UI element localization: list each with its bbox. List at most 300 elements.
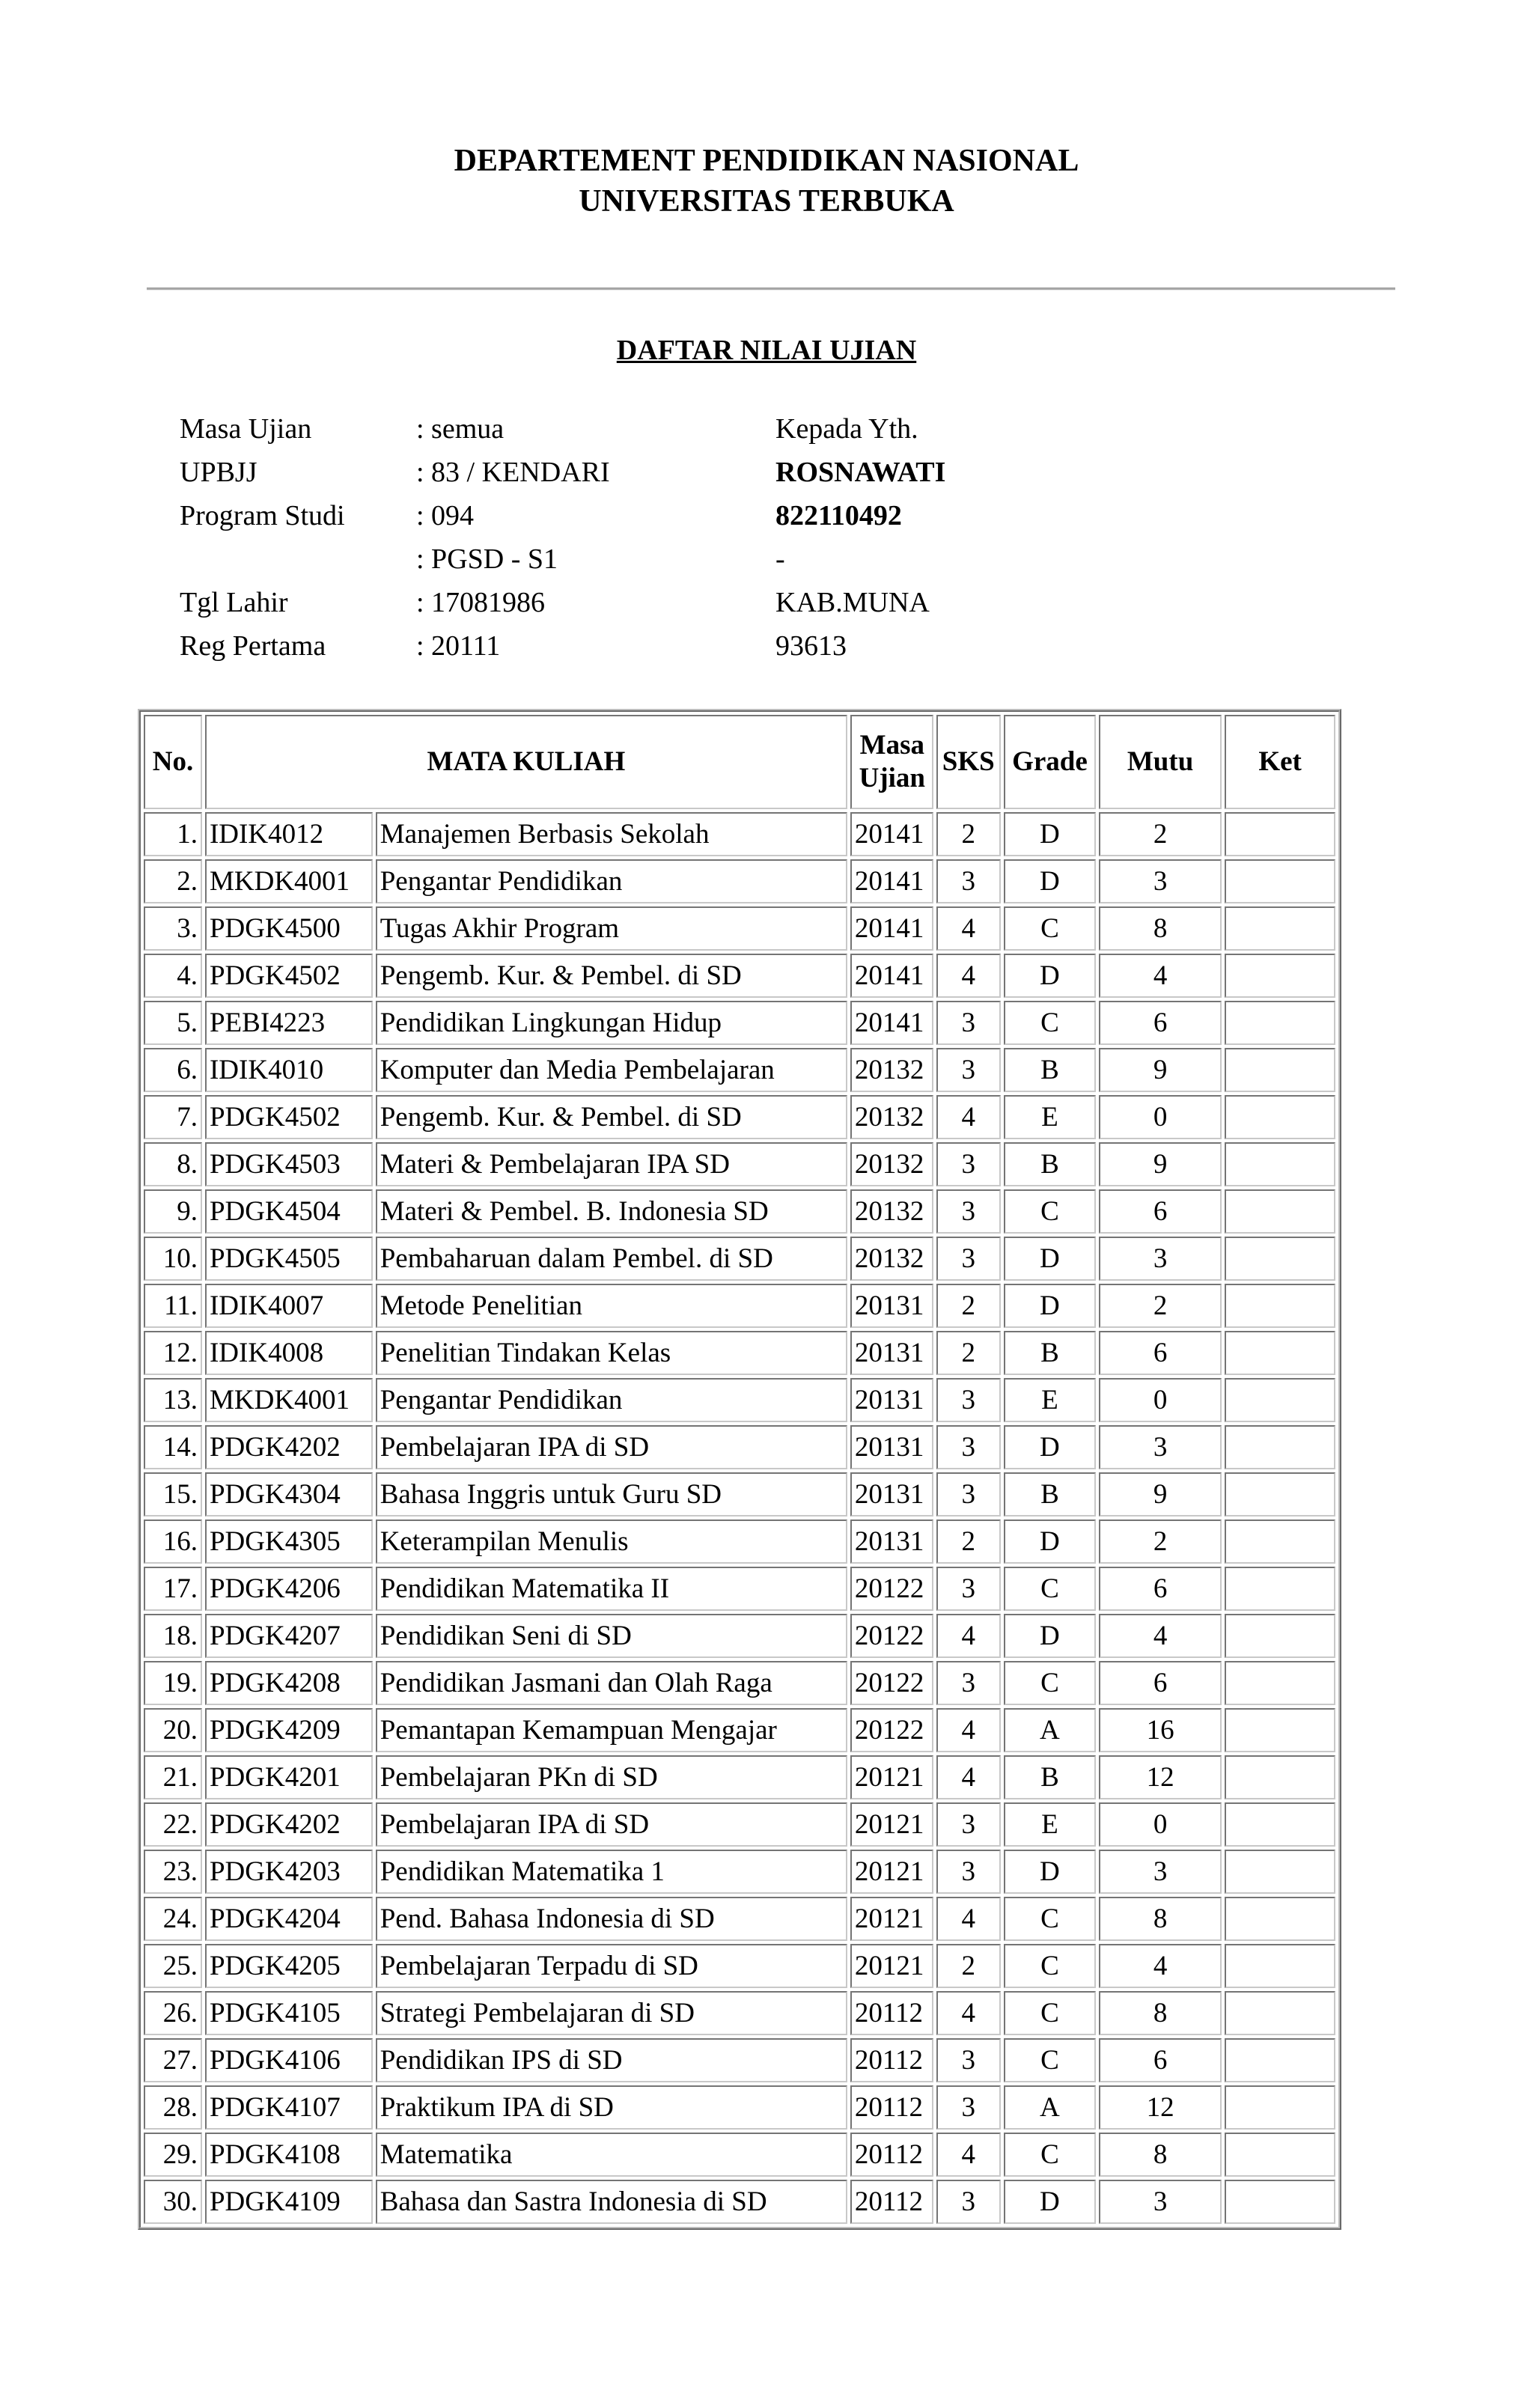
table-row: [144, 1708, 1335, 1752]
cell-masa-ujian: 20121: [850, 1850, 933, 1894]
cell-ket: [1225, 1001, 1335, 1045]
table-row: [144, 1331, 1335, 1375]
table-row: [144, 1897, 1335, 1941]
cell-no: 16.: [144, 1520, 202, 1564]
table-row: [144, 954, 1335, 998]
cell-grade: C: [1004, 2133, 1096, 2177]
cell-code: PDGK4206: [205, 1567, 373, 1611]
info-value: : 094: [416, 500, 475, 531]
cell-grade: C: [1004, 1567, 1096, 1611]
info-right: Kepada Yth.: [775, 413, 918, 445]
cell-masa-ujian: 20131: [850, 1425, 933, 1469]
cell-masa-ujian: 20122: [850, 1708, 933, 1752]
cell-no: 20.: [144, 1708, 202, 1752]
cell-grade: B: [1004, 1142, 1096, 1186]
cell-no: 3.: [144, 906, 202, 951]
cell-grade: B: [1004, 1755, 1096, 1799]
cell-code: PDGK4502: [205, 1095, 373, 1139]
cell-ket: [1225, 859, 1335, 903]
cell-mutu: 3: [1099, 2180, 1222, 2224]
cell-ket: [1225, 1708, 1335, 1752]
cell-course: Praktikum IPA di SD: [376, 2085, 847, 2130]
header-divider: [147, 287, 1395, 290]
cell-code: PDGK4503: [205, 1142, 373, 1186]
header-mata-kuliah: MATA KULIAH: [205, 715, 847, 809]
cell-no: 9.: [144, 1189, 202, 1234]
cell-course: Pendidikan Matematika II: [376, 1567, 847, 1611]
cell-code: IDIK4007: [205, 1284, 373, 1328]
cell-grade: C: [1004, 906, 1096, 951]
cell-mutu: 8: [1099, 1897, 1222, 1941]
cell-code: PDGK4304: [205, 1472, 373, 1517]
cell-no: 27.: [144, 2038, 202, 2082]
table-row: [144, 1378, 1335, 1422]
cell-grade: C: [1004, 1991, 1096, 2035]
student-info: [0, 407, 1533, 668]
cell-mutu: 9: [1099, 1048, 1222, 1092]
info-row-program-name: [0, 537, 1533, 581]
cell-mutu: 2: [1099, 1284, 1222, 1328]
cell-code: PDGK4207: [205, 1614, 373, 1658]
cell-masa-ujian: 20141: [850, 906, 933, 951]
header-sks: SKS: [936, 715, 1001, 809]
cell-sks: 3: [936, 1472, 1001, 1517]
cell-sks: 2: [936, 1944, 1001, 1988]
cell-masa-ujian: 20112: [850, 2085, 933, 2130]
cell-no: 14.: [144, 1425, 202, 1469]
cell-no: 17.: [144, 1567, 202, 1611]
table-row: [144, 2038, 1335, 2082]
cell-code: PDGK4500: [205, 906, 373, 951]
cell-masa-ujian: 20112: [850, 2038, 933, 2082]
cell-grade: B: [1004, 1331, 1096, 1375]
cell-ket: [1225, 1189, 1335, 1234]
cell-code: PDGK4502: [205, 954, 373, 998]
cell-sks: 3: [936, 1802, 1001, 1847]
cell-masa-ujian: 20141: [850, 1001, 933, 1045]
cell-masa-ujian: 20121: [850, 1755, 933, 1799]
cell-sks: 3: [936, 1661, 1001, 1705]
cell-masa-ujian: 20121: [850, 1944, 933, 1988]
cell-no: 6.: [144, 1048, 202, 1092]
cell-course: Pembelajaran PKn di SD: [376, 1755, 847, 1799]
table-row: [144, 2085, 1335, 2130]
cell-masa-ujian: 20141: [850, 954, 933, 998]
cell-code: IDIK4010: [205, 1048, 373, 1092]
cell-masa-ujian: 20132: [850, 1095, 933, 1139]
document-header: [0, 141, 1533, 222]
table-row: [144, 1850, 1335, 1894]
cell-mutu: 8: [1099, 906, 1222, 951]
cell-ket: [1225, 1567, 1335, 1611]
cell-mutu: 0: [1099, 1378, 1222, 1422]
cell-sks: 2: [936, 812, 1001, 856]
cell-ket: [1225, 1142, 1335, 1186]
info-value: : 83 / KENDARI: [416, 457, 610, 488]
cell-code: PDGK4105: [205, 1991, 373, 2035]
cell-grade: D: [1004, 954, 1096, 998]
cell-sks: 3: [936, 1001, 1001, 1045]
cell-masa-ujian: 20132: [850, 1237, 933, 1281]
cell-sks: 4: [936, 2133, 1001, 2177]
cell-masa-ujian: 20121: [850, 1897, 933, 1941]
info-label: Reg Pertama: [180, 630, 326, 662]
cell-course: Pengemb. Kur. & Pembel. di SD: [376, 1095, 847, 1139]
cell-no: 22.: [144, 1802, 202, 1847]
info-row-masa-ujian: [0, 407, 1533, 451]
cell-no: 4.: [144, 954, 202, 998]
cell-ket: [1225, 1755, 1335, 1799]
cell-masa-ujian: 20112: [850, 1991, 933, 2035]
cell-mutu: 8: [1099, 2133, 1222, 2177]
header-masa-ujian: [850, 715, 933, 809]
cell-masa-ujian: 20141: [850, 859, 933, 903]
student-name: ROSNAWATI: [775, 457, 946, 488]
student-id: 822110492: [775, 500, 902, 531]
cell-no: 2.: [144, 859, 202, 903]
cell-no: 25.: [144, 1944, 202, 1988]
cell-ket: [1225, 2133, 1335, 2177]
cell-sks: 4: [936, 1755, 1001, 1799]
cell-ket: [1225, 1237, 1335, 1281]
cell-ket: [1225, 1048, 1335, 1092]
table-row: [144, 812, 1335, 856]
cell-grade: D: [1004, 812, 1096, 856]
cell-masa-ujian: 20131: [850, 1331, 933, 1375]
cell-sks: 4: [936, 1991, 1001, 2035]
cell-course: Tugas Akhir Program: [376, 906, 847, 951]
cell-no: 19.: [144, 1661, 202, 1705]
cell-sks: 3: [936, 1237, 1001, 1281]
table-row: [144, 1614, 1335, 1658]
table-row: [144, 1567, 1335, 1611]
cell-no: 11.: [144, 1284, 202, 1328]
cell-code: IDIK4008: [205, 1331, 373, 1375]
info-row-upbjj: [0, 451, 1533, 494]
cell-mutu: 2: [1099, 1520, 1222, 1564]
info-right: KAB.MUNA: [775, 587, 930, 618]
cell-code: PEBI4223: [205, 1001, 373, 1045]
info-label: Program Studi: [180, 500, 345, 531]
cell-masa-ujian: 20132: [850, 1048, 933, 1092]
cell-course: Pendidikan IPS di SD: [376, 2038, 847, 2082]
ministry-name: DEPARTEMENT PENDIDIKAN NASIONAL: [454, 144, 1079, 178]
cell-course: Pendidikan Jasmani dan Olah Raga: [376, 1661, 847, 1705]
cell-course: Pendidikan Matematika 1: [376, 1850, 847, 1894]
cell-code: PDGK4505: [205, 1237, 373, 1281]
cell-sks: 3: [936, 2085, 1001, 2130]
cell-grade: C: [1004, 1189, 1096, 1234]
cell-course: Strategi Pembelajaran di SD: [376, 1991, 847, 2035]
cell-code: IDIK4012: [205, 812, 373, 856]
cell-code: PDGK4504: [205, 1189, 373, 1234]
cell-ket: [1225, 906, 1335, 951]
table-row: [144, 2180, 1335, 2224]
info-value: : 17081986: [416, 587, 546, 618]
university-name: UNIVERSITAS TERBUKA: [579, 184, 954, 219]
cell-no: 1.: [144, 812, 202, 856]
cell-masa-ujian: 20132: [850, 1142, 933, 1186]
cell-code: PDGK4208: [205, 1661, 373, 1705]
cell-code: MKDK4001: [205, 1378, 373, 1422]
cell-code: PDGK4108: [205, 2133, 373, 2177]
cell-code: PDGK4107: [205, 2085, 373, 2130]
cell-course: Pembelajaran IPA di SD: [376, 1425, 847, 1469]
cell-mutu: 0: [1099, 1802, 1222, 1847]
cell-no: 24.: [144, 1897, 202, 1941]
cell-grade: B: [1004, 1472, 1096, 1517]
cell-course: Pembelajaran Terpadu di SD: [376, 1944, 847, 1988]
cell-course: Penelitian Tindakan Kelas: [376, 1331, 847, 1375]
cell-no: 8.: [144, 1142, 202, 1186]
cell-mutu: 6: [1099, 1661, 1222, 1705]
cell-no: 21.: [144, 1755, 202, 1799]
cell-mutu: 3: [1099, 859, 1222, 903]
cell-ket: [1225, 2038, 1335, 2082]
cell-mutu: 16: [1099, 1708, 1222, 1752]
table-row: [144, 1991, 1335, 2035]
cell-no: 7.: [144, 1095, 202, 1139]
cell-no: 12.: [144, 1331, 202, 1375]
cell-mutu: 3: [1099, 1237, 1222, 1281]
cell-sks: 3: [936, 1850, 1001, 1894]
cell-mutu: 9: [1099, 1142, 1222, 1186]
cell-ket: [1225, 1378, 1335, 1422]
cell-course: Matematika: [376, 2133, 847, 2177]
cell-course: Materi & Pembelajaran IPA SD: [376, 1142, 847, 1186]
table-row: [144, 1189, 1335, 1234]
cell-masa-ujian: 20112: [850, 2180, 933, 2224]
info-right: 93613: [775, 630, 847, 662]
cell-code: PDGK4209: [205, 1708, 373, 1752]
cell-ket: [1225, 1802, 1335, 1847]
cell-course: Pengantar Pendidikan: [376, 1378, 847, 1422]
cell-mutu: 3: [1099, 1425, 1222, 1469]
cell-sks: 2: [936, 1284, 1001, 1328]
table-row: [144, 1802, 1335, 1847]
cell-ket: [1225, 954, 1335, 998]
table-row: [144, 859, 1335, 903]
info-label: UPBJJ: [180, 457, 257, 488]
cell-sks: 4: [936, 906, 1001, 951]
table-row: [144, 1001, 1335, 1045]
cell-ket: [1225, 1850, 1335, 1894]
cell-grade: C: [1004, 1661, 1096, 1705]
cell-ket: [1225, 1425, 1335, 1469]
cell-code: MKDK4001: [205, 859, 373, 903]
cell-code: PDGK4203: [205, 1850, 373, 1894]
cell-masa-ujian: 20121: [850, 1802, 933, 1847]
cell-mutu: 0: [1099, 1095, 1222, 1139]
cell-masa-ujian: 20122: [850, 1567, 933, 1611]
header-mutu: Mutu: [1099, 715, 1222, 809]
cell-no: 5.: [144, 1001, 202, 1045]
cell-no: 26.: [144, 1991, 202, 2035]
table-row: [144, 1284, 1335, 1328]
cell-sks: 3: [936, 1142, 1001, 1186]
table-row: [144, 1237, 1335, 1281]
cell-code: PDGK4202: [205, 1425, 373, 1469]
info-right: -: [775, 543, 785, 575]
cell-sks: 4: [936, 1708, 1001, 1752]
cell-sks: 2: [936, 1331, 1001, 1375]
cell-grade: D: [1004, 1520, 1096, 1564]
cell-grade: E: [1004, 1378, 1096, 1422]
cell-ket: [1225, 1472, 1335, 1517]
table-row: [144, 1472, 1335, 1517]
cell-course: Komputer dan Media Pembelajaran: [376, 1048, 847, 1092]
cell-course: Pembelajaran IPA di SD: [376, 1802, 847, 1847]
cell-grade: D: [1004, 1850, 1096, 1894]
cell-sks: 4: [936, 954, 1001, 998]
cell-course: Manajemen Berbasis Sekolah: [376, 812, 847, 856]
cell-ket: [1225, 812, 1335, 856]
header-masa-ujian-text: Masa Ujian: [859, 730, 926, 793]
cell-code: PDGK4201: [205, 1755, 373, 1799]
info-label: Masa Ujian: [180, 413, 312, 445]
cell-grade: C: [1004, 2038, 1096, 2082]
cell-sks: 3: [936, 1425, 1001, 1469]
header-ket: Ket: [1225, 715, 1335, 809]
table-row: [144, 2133, 1335, 2177]
cell-ket: [1225, 1095, 1335, 1139]
cell-no: 15.: [144, 1472, 202, 1517]
grades-table: [138, 709, 1341, 2230]
cell-masa-ujian: 20131: [850, 1520, 933, 1564]
cell-grade: D: [1004, 1614, 1096, 1658]
cell-ket: [1225, 1944, 1335, 1988]
cell-sks: 3: [936, 1048, 1001, 1092]
cell-no: 23.: [144, 1850, 202, 1894]
cell-course: Pembaharuan dalam Pembel. di SD: [376, 1237, 847, 1281]
cell-ket: [1225, 1331, 1335, 1375]
cell-course: Metode Penelitian: [376, 1284, 847, 1328]
cell-masa-ujian: 20132: [850, 1189, 933, 1234]
cell-course: Keterampilan Menulis: [376, 1520, 847, 1564]
cell-mutu: 4: [1099, 1944, 1222, 1988]
cell-sks: 4: [936, 1897, 1001, 1941]
cell-grade: B: [1004, 1048, 1096, 1092]
cell-mutu: 6: [1099, 1567, 1222, 1611]
cell-ket: [1225, 2085, 1335, 2130]
cell-code: PDGK4204: [205, 1897, 373, 1941]
cell-grade: C: [1004, 1897, 1096, 1941]
table-body: [144, 812, 1335, 2224]
cell-ket: [1225, 1897, 1335, 1941]
cell-grade: D: [1004, 2180, 1096, 2224]
cell-code: PDGK4109: [205, 2180, 373, 2224]
table-row: [144, 1520, 1335, 1564]
cell-mutu: 9: [1099, 1472, 1222, 1517]
cell-mutu: 12: [1099, 2085, 1222, 2130]
cell-no: 10.: [144, 1237, 202, 1281]
cell-course: Pengemb. Kur. & Pembel. di SD: [376, 954, 847, 998]
cell-code: PDGK4106: [205, 2038, 373, 2082]
cell-mutu: 4: [1099, 1614, 1222, 1658]
info-value: : PGSD - S1: [416, 543, 558, 575]
document-title: DAFTAR NILAI UJIAN: [616, 335, 917, 366]
table-row: [144, 1944, 1335, 1988]
cell-no: 13.: [144, 1378, 202, 1422]
cell-grade: E: [1004, 1802, 1096, 1847]
cell-ket: [1225, 1520, 1335, 1564]
cell-no: 18.: [144, 1614, 202, 1658]
table-row: [144, 1142, 1335, 1186]
cell-sks: 3: [936, 2180, 1001, 2224]
cell-grade: C: [1004, 1944, 1096, 1988]
table-header-row: [144, 715, 1335, 809]
header-no: No.: [144, 715, 202, 809]
cell-grade: D: [1004, 1237, 1096, 1281]
cell-mutu: 6: [1099, 1189, 1222, 1234]
cell-no: 29.: [144, 2133, 202, 2177]
cell-course: Bahasa dan Sastra Indonesia di SD: [376, 2180, 847, 2224]
cell-grade: E: [1004, 1095, 1096, 1139]
cell-code: PDGK4202: [205, 1802, 373, 1847]
cell-masa-ujian: 20112: [850, 2133, 933, 2177]
info-value: : semua: [416, 413, 505, 445]
header-grade: Grade: [1004, 715, 1096, 809]
cell-masa-ujian: 20131: [850, 1284, 933, 1328]
cell-sks: 3: [936, 859, 1001, 903]
cell-ket: [1225, 2180, 1335, 2224]
cell-grade: A: [1004, 2085, 1096, 2130]
cell-course: Materi & Pembel. B. Indonesia SD: [376, 1189, 847, 1234]
cell-course: Bahasa Inggris untuk Guru SD: [376, 1472, 847, 1517]
info-value: : 20111: [416, 630, 501, 662]
cell-grade: D: [1004, 1425, 1096, 1469]
cell-sks: 3: [936, 2038, 1001, 2082]
cell-mutu: 3: [1099, 1850, 1222, 1894]
cell-sks: 4: [936, 1095, 1001, 1139]
cell-ket: [1225, 1991, 1335, 2035]
cell-course: Pendidikan Seni di SD: [376, 1614, 847, 1658]
cell-sks: 3: [936, 1567, 1001, 1611]
cell-ket: [1225, 1661, 1335, 1705]
cell-masa-ujian: 20141: [850, 812, 933, 856]
cell-grade: D: [1004, 859, 1096, 903]
table-row: [144, 1425, 1335, 1469]
cell-sks: 4: [936, 1614, 1001, 1658]
cell-no: 28.: [144, 2085, 202, 2130]
cell-grade: D: [1004, 1284, 1096, 1328]
info-label: Tgl Lahir: [180, 587, 288, 618]
cell-code: PDGK4205: [205, 1944, 373, 1988]
cell-sks: 3: [936, 1378, 1001, 1422]
cell-course: Pengantar Pendidikan: [376, 859, 847, 903]
cell-sks: 3: [936, 1189, 1001, 1234]
cell-mutu: 8: [1099, 1991, 1222, 2035]
cell-mutu: 6: [1099, 2038, 1222, 2082]
cell-course: Pendidikan Lingkungan Hidup: [376, 1001, 847, 1045]
cell-masa-ujian: 20122: [850, 1661, 933, 1705]
cell-grade: C: [1004, 1001, 1096, 1045]
cell-no: 30.: [144, 2180, 202, 2224]
cell-masa-ujian: 20131: [850, 1472, 933, 1517]
cell-sks: 2: [936, 1520, 1001, 1564]
cell-course: Pend. Bahasa Indonesia di SD: [376, 1897, 847, 1941]
cell-ket: [1225, 1614, 1335, 1658]
cell-code: PDGK4305: [205, 1520, 373, 1564]
cell-mutu: 4: [1099, 954, 1222, 998]
cell-mutu: 6: [1099, 1331, 1222, 1375]
cell-grade: A: [1004, 1708, 1096, 1752]
cell-mutu: 6: [1099, 1001, 1222, 1045]
cell-mutu: 2: [1099, 812, 1222, 856]
info-row-tgl-lahir: [0, 581, 1533, 624]
table-row: [144, 1661, 1335, 1705]
table-row: [144, 1095, 1335, 1139]
